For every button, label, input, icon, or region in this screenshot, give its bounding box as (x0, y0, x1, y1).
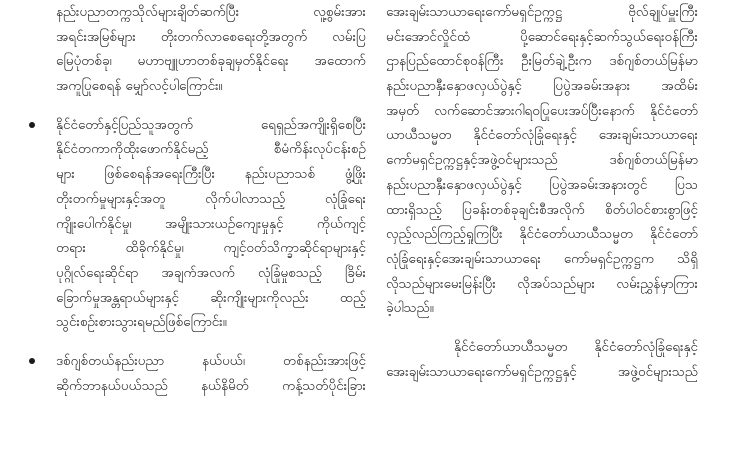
left-column (56, 0, 366, 398)
paragraph-line: ထားရှိသည့် ပြခန်းတစ်ခုချင်းစီအလိုက် စိတ်ပါဝင်စားစွာဖြင့် (386, 201, 698, 218)
paragraph-line: နည်းပညာတက္ကသိုလ်များချိတ်ဆက်ပြီး လူ့စွမ်းအား (56, 4, 366, 20)
paragraph-line: ဆိုက်ဘာနယ်ပယ်သည် နယ်နိမိတ် ကန့်သတ်ပိုင်းခြား (56, 377, 366, 394)
paragraph-line: များ ဖြစ်စေရန်အရေးကြီးပြီး နည်းပညာသစ် ဖွံ့ဖြိုး (56, 166, 366, 183)
paragraph-line: မင်းအောင်လှိုင်ထံ ပို့ဆောင်ရေးနှင့်ဆက်သွယ်ရေးဝန်ကြီး (386, 28, 698, 45)
bullet-icon (28, 349, 36, 374)
paragraph-line: လိုသည်များမေးမြန်းပြီး လိုအပ်သည်များ လမ်းညွှန်မှာကြား (386, 275, 698, 292)
paragraph-line: နည်းပညာနှီးနှောဖလှယ်ပွဲနှင့် ပြပွဲအခမ်းအနားတွင် ပြသ (386, 176, 698, 193)
paragraph-line: မြေပုံတစ်ခု၊ မဟာဗျူဟာတစ်ခုချမှတ်နိုင်ရေး အထောက် (56, 53, 366, 70)
paragraph-line: ကျိုးပေါက်နိုင်မှု၊ အမျိုးသားယဉ်ကျေးမှုနှင့် ကိုယ်ကျင့် (56, 215, 366, 232)
bullet-item-1 (56, 113, 366, 335)
paragraph-line: ခဲ့ပါသည်။ (386, 300, 434, 317)
paragraph-line: ယာယီသမ္မတ နိုင်ငံတော်လုံခြုံရေးနှင့် အေးချမ်းသာယာရေး (386, 127, 698, 144)
paragraph-line: အေးချမ်းသာယာရေးကော်မရှင်ဥက္ကဋ္ဌနှင့် အဖွဲ့ဝင်များသည် (386, 363, 698, 380)
paragraph-line: အေးချမ်းသာယာရေးကော်မရှင်ဥက္ကဋ္ဌ ဗိုလ်ချုပ်မှူးကြီး (386, 4, 698, 20)
paragraph-line: ခြောက်မှုအန္တရာယ်များနှင့် ဆိုးကျိုးများကိုလည်း ထည့် (56, 289, 366, 306)
intro-paragraph (56, 0, 366, 99)
paragraph-line: ကော်မရှင်ဥက္ကဋ္ဌနှင့်အဖွဲ့ဝင်များသည် ဒစ်ဂျစ်တယ်မြန်မာ (386, 152, 698, 169)
paragraph-line: အမှတ် လက်ဆောင်အားဂါရဝပြုပေးအပ်ပြီးနောက် နိုင်ငံတော် (386, 102, 698, 119)
paragraph-line: တရား ထိခိုက်နိုင်မှု၊ ကျင့်ဝတ်သိက္ခာဆိုင်ရာများနှင့် (56, 240, 366, 257)
paragraph-line: လုံခြုံရေးနှင့်အေးချမ်းသာယာရေး ကော်မရှင်ဥက္ကဋ္ဌက သိရှိ (386, 250, 698, 267)
paragraph-2 (386, 335, 698, 384)
paragraph-line: ဒစ်ဂျစ်တယ်နည်းပညာ နယ်ပယ်၊ တစ်နည်းအားဖြင့် (56, 352, 366, 369)
paragraph-1 (386, 0, 698, 321)
paragraph-line: ပုဂ္ဂိုလ်ရေးဆိုင်ရာ အချက်အလက် လုံခြုံမှုစသည့် ခြိမ်း (56, 264, 366, 281)
paragraph-line: သွင်းစဉ်းစားသွားရမည်ဖြစ်ကြောင်း။ (56, 314, 227, 331)
paragraph-line: အကူပြုစေရန် မျှော်လင့်ပါကြောင်း။ (56, 78, 223, 95)
paragraph-line: နည်းပညာနှီးနှောဖလှယ်ပွဲနှင့် ပြပွဲအခမ်းအနား အထိမ်း (386, 78, 698, 95)
paragraph-line: နိုင်ငံတကာကိုထိုးဖောက်နိုင်မည့် စီမံကိန်းလုပ်ငန်းစဉ် (56, 141, 366, 158)
bullet-item-2 (56, 349, 366, 398)
paragraph-line: အရင်းအမြစ်များ တိုးတက်လာစေရေးတို့အတွက် လမ်းပြ (56, 28, 366, 45)
right-column (386, 0, 698, 384)
paragraph-line: ဌာနပြည်ထောင်စုဝန်ကြီး ဦးမြတ်ချဲ့ဦးက ဒစ်ဂျစ်တယ်မြန်မာ (386, 53, 698, 70)
bullet-icon (28, 113, 36, 138)
paragraph-line: နိုင်ငံတော်ယာယီသမ္မတ နိုင်ငံတော်လုံခြုံရေးနှင့် (454, 338, 698, 355)
paragraph-line: တိုးတက်မှုများနှင့်အတူ လိုက်ပါလာသည့် လုံခြုံရေး (56, 190, 366, 207)
paragraph-line: နိုင်ငံတော်နှင့်ပြည်သူအတွက် ရေရှည်အကျိုးရှိစေပြီး (56, 116, 366, 133)
paragraph-line: လှည့်လည်ကြည့်ရှုကြပြီး နိုင်ငံတော်ယာယီသမ္မတ နိုင်ငံတော် (386, 226, 698, 243)
